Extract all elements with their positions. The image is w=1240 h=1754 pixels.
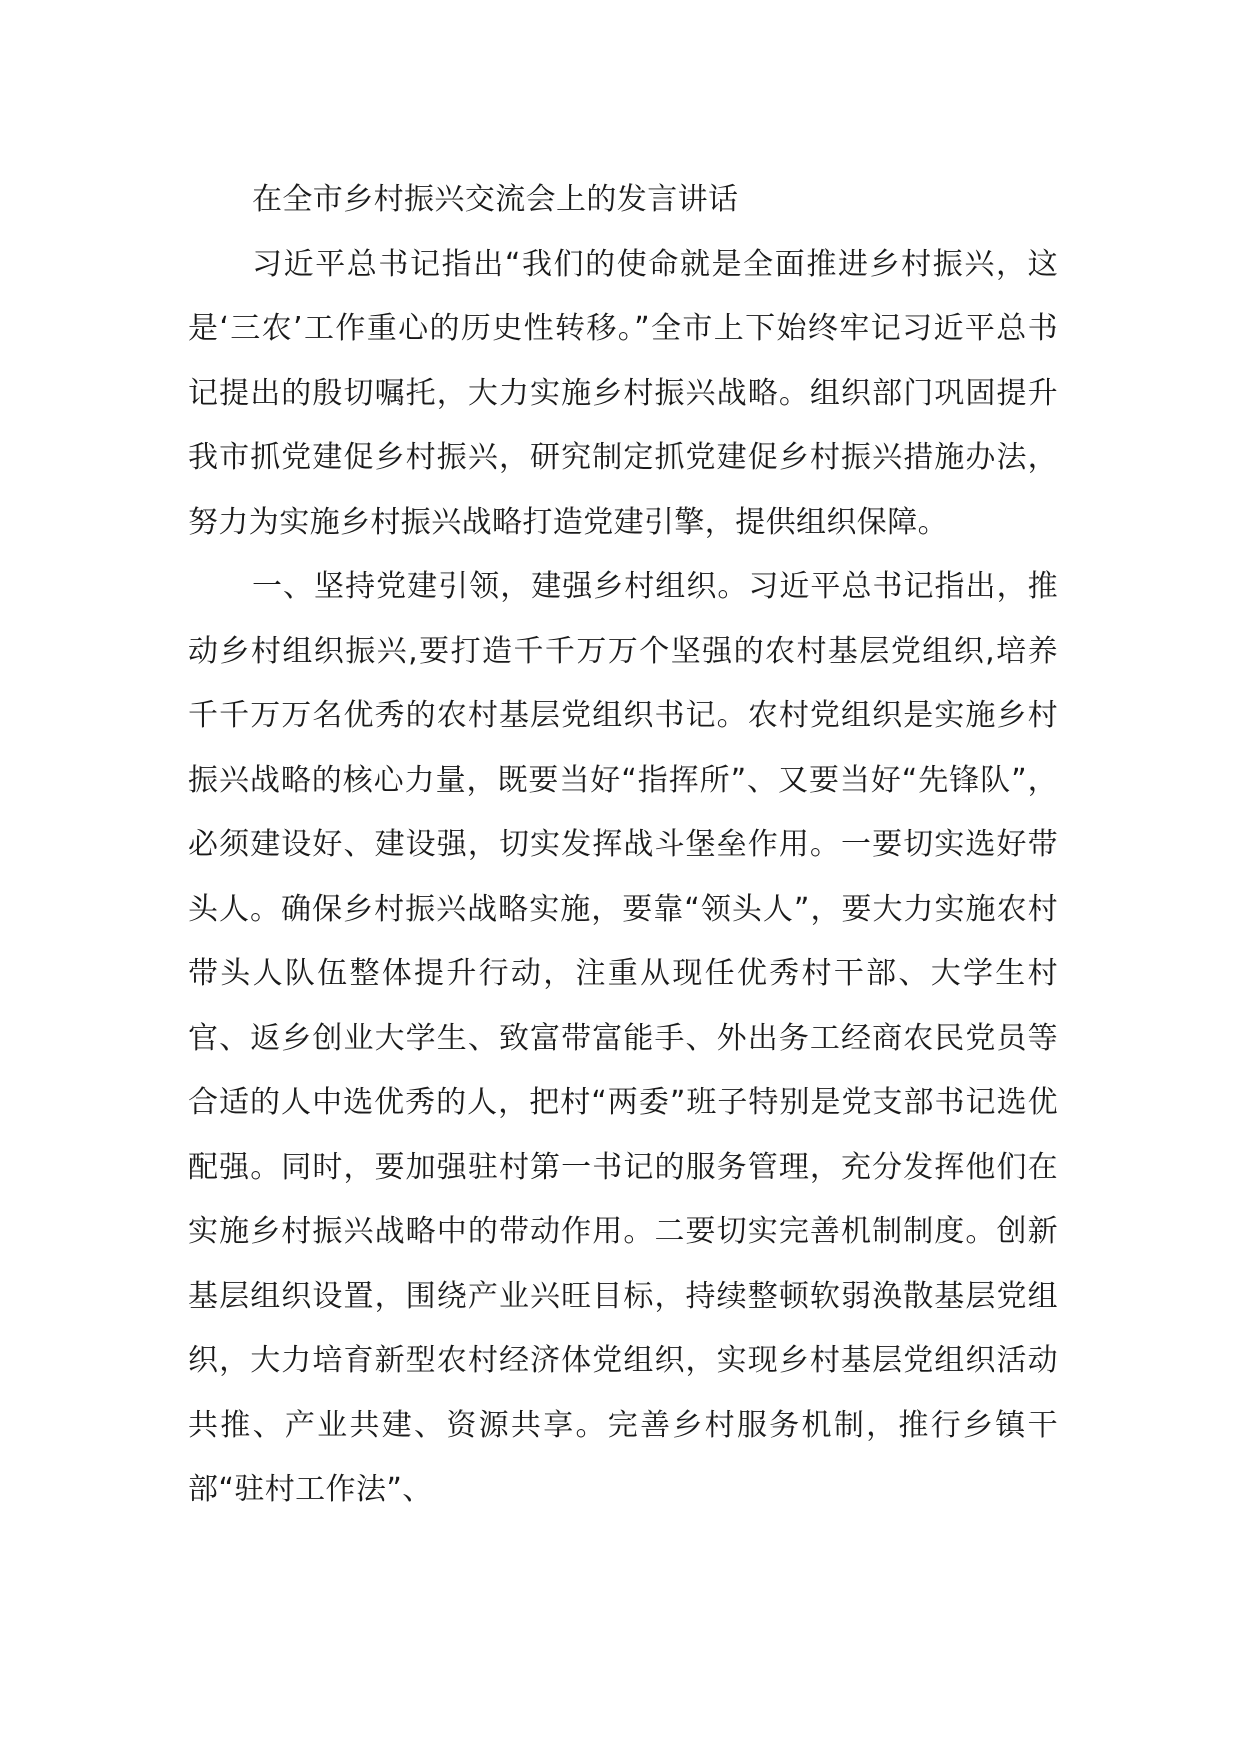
document-body <box>188 168 1058 1523</box>
paragraph-intro: 习近平总书记指出“我们的使命就是全面推进乡村振兴，这是‘三农’工作重心的历史性转移。”全市上下始终牢记习近平总书记提出的殷切嘱托，大力实施乡村振兴战略。组织部门巩固提升我市抓党建促乡村振兴，研究制定抓党建促乡村振兴措施办法，努力为实施乡村振兴战略打造党建引擎，提供组织保障。 <box>188 246 1058 540</box>
document-title: 在全市乡村振兴交流会上的发言讲话 <box>252 182 739 217</box>
paragraph-section-one: 一、坚持党建引领，建强乡村组织。习近平总书记指出，推动乡村组织振兴,要打造千千万万个坚强的农村基层党组织,培养千千万万名优秀的农村基层党组织书记。农村党组织是实施乡村振兴战略的核心力量，既要当好“指挥所”、又要当好“先锋队”，必须建设好、建设强，切实发挥战斗堡垒作用。一要切实选好带头人。确保乡村振兴战略实施，要靠“领头人”，要大力实施农村带头人队伍整体提升行动，注重从现任优秀村干部、大学生村官、返乡创业大学生、致富带富能手、外出务工经商农民党员等合适的人中选优秀的人，把村“两委”班子特别是党支部书记选优配强。同时，要加强驻村第一书记的服务管理，充分发挥他们在实施乡村振兴战略中的带动作用。二要切实完善机制制度。创新基层组织设置，围绕产业兴旺目标，持续整顿软弱涣散基层党组织，大力培育新型农村经济体党组织，实现乡村基层党组织活动共推、产业共建、资源共享。完善乡村服务机制，推行乡镇干部“驻村工作法”、 <box>188 569 1058 1507</box>
